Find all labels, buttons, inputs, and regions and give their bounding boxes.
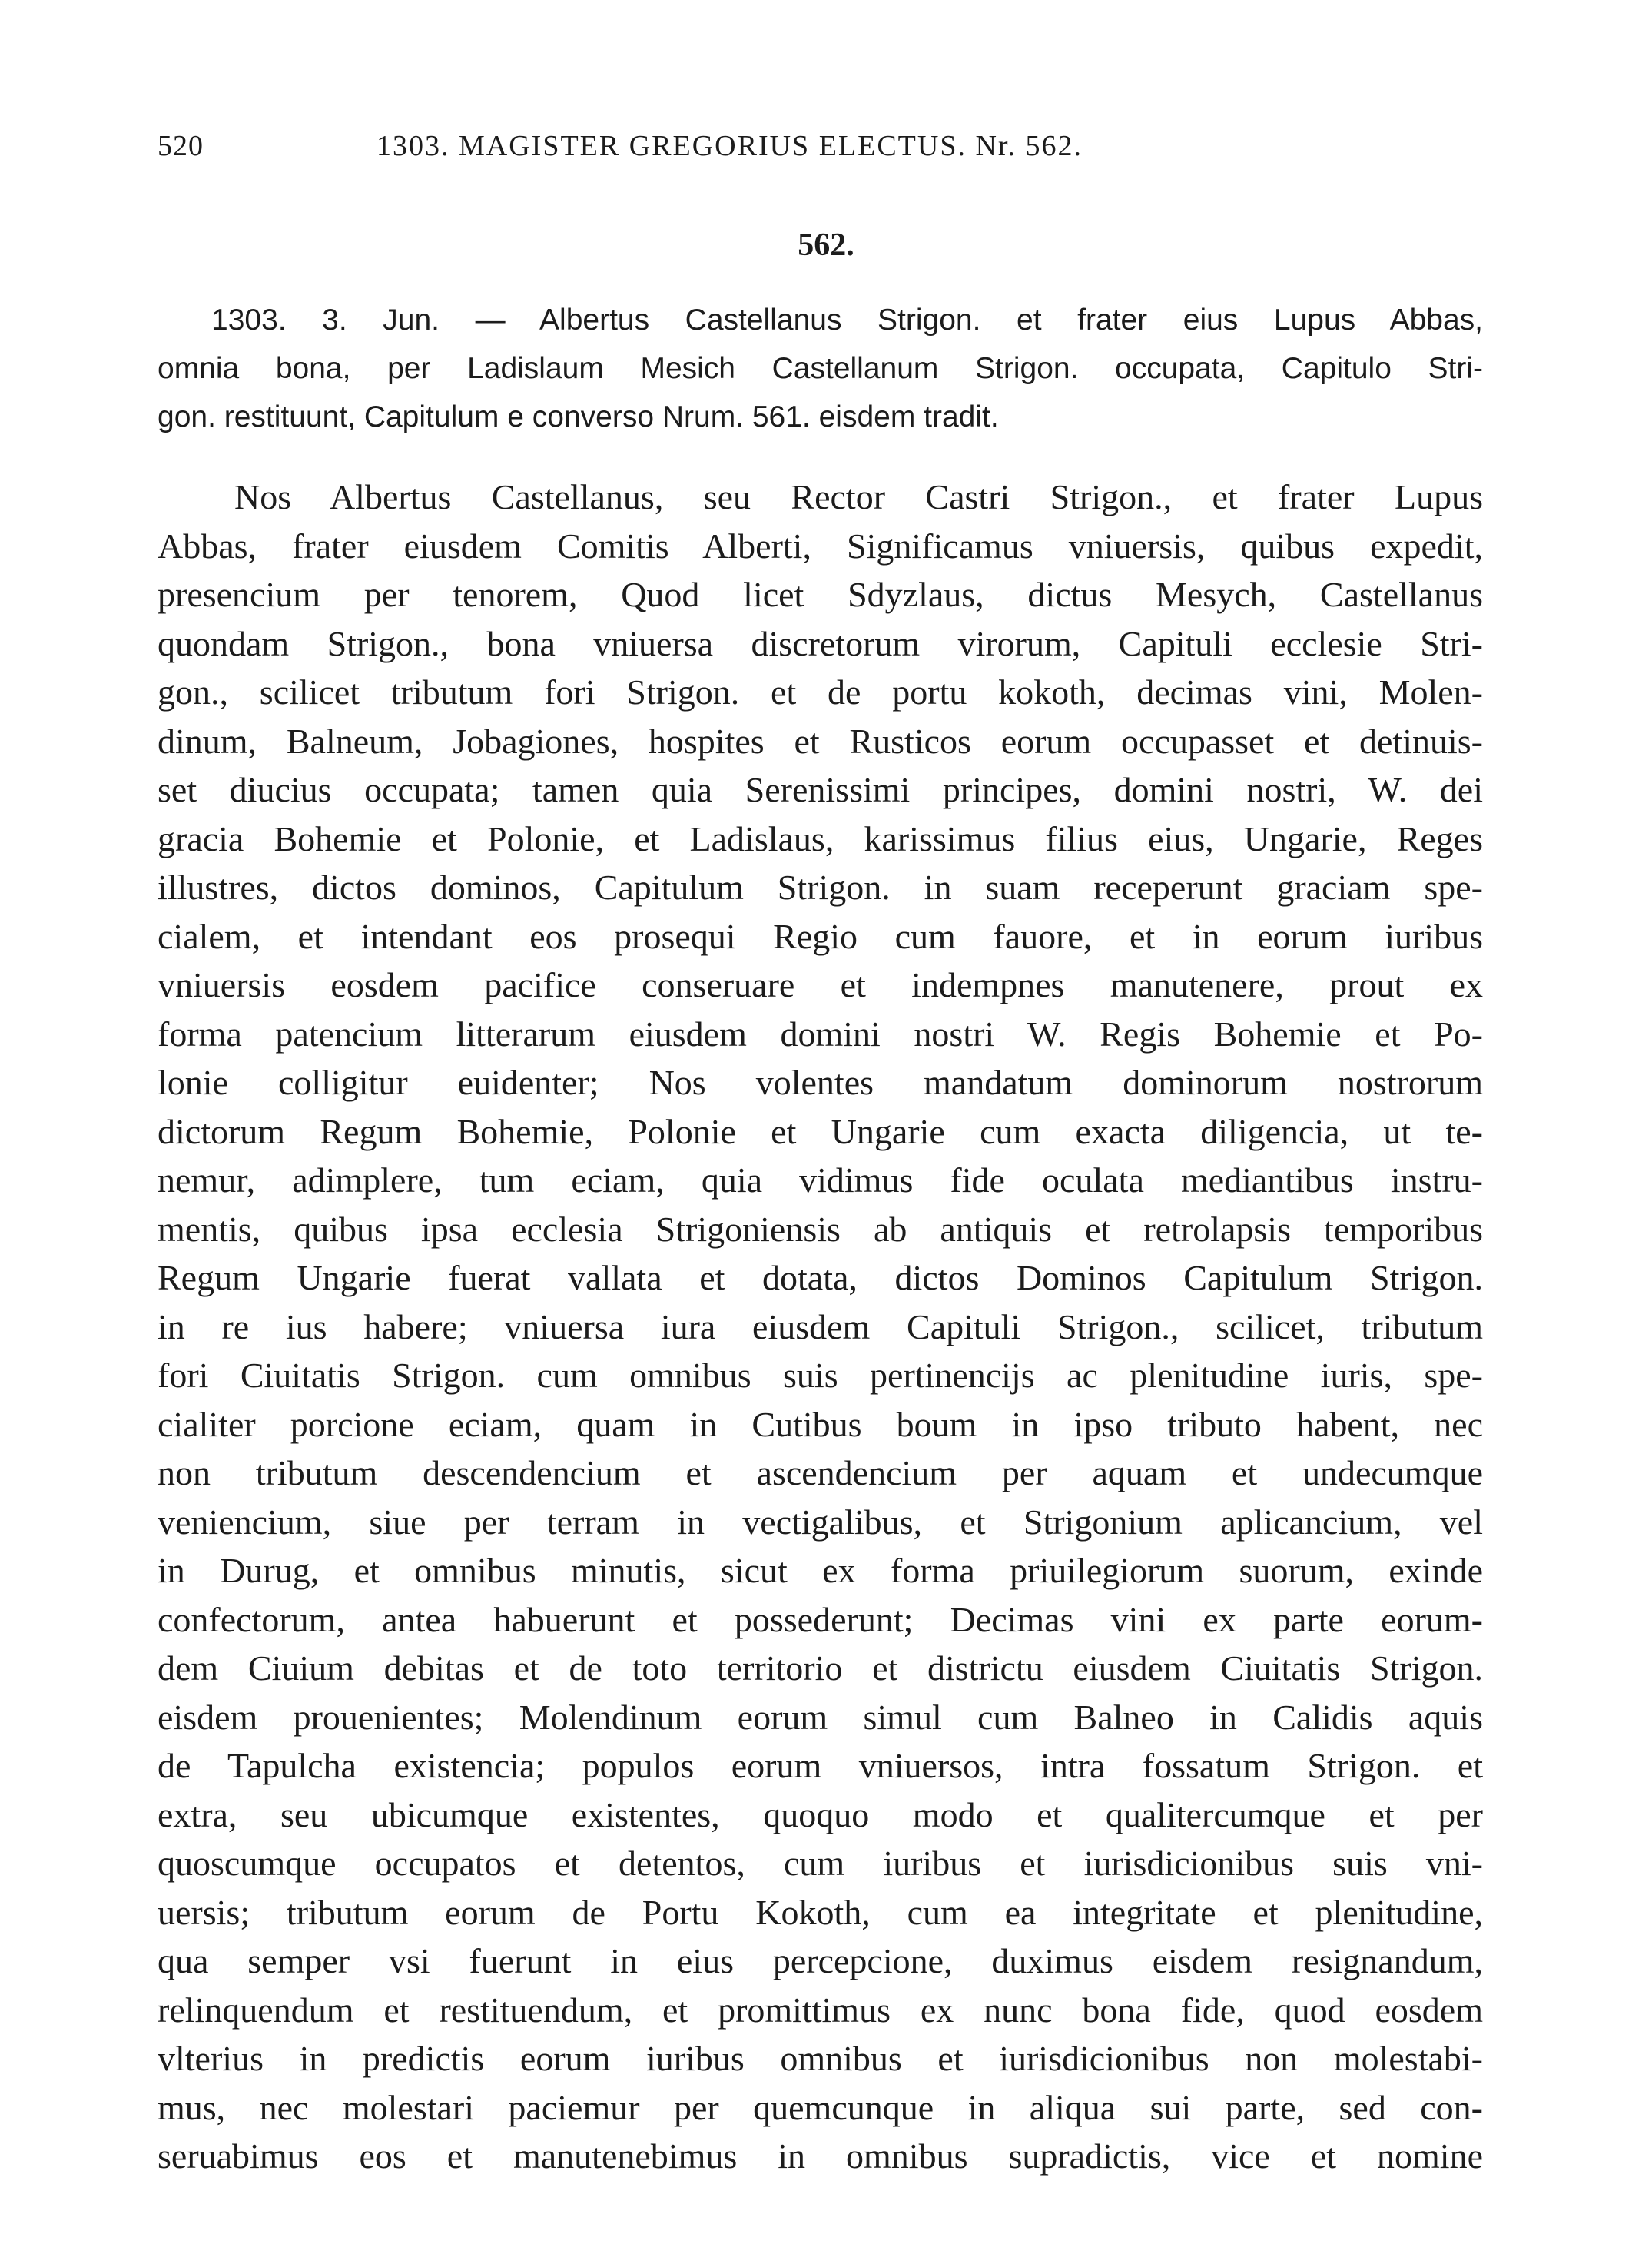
text-line: vniuersis eosdem pacifice conseruare et indempnes manutenere, prout ex: [158, 965, 1483, 1004]
regest-summary: [158, 296, 1483, 441]
text-line: dinum, Balneum, Jobagiones, hospites et Rusticos eorum occupasset et detinuis-: [158, 721, 1483, 761]
text-line: qua semper vsi fuerunt in eius percepcione, duximus eisdem resignandum,: [158, 1941, 1483, 1980]
text-line: nemur, adimplere, tum eciam, quia vidimus fide oculata mediantibus instru-: [158, 1160, 1483, 1200]
text-line: Abbas, frater eiusdem Comitis Alberti, Significamus vniuersis, quibus expedit,: [158, 526, 1483, 566]
text-line: lonie colligitur euidenter; Nos volentes mandatum dominorum nostrorum: [158, 1063, 1483, 1102]
running-title: 1303. MAGISTER GREGORIUS ELECTUS. Nr. 562.: [377, 130, 1083, 162]
text-line: quondam Strigon., bona vniuersa discretorum virorum, Capituli ecclesie Stri-: [158, 623, 1483, 663]
text-line: quoscumque occupatos et detentos, cum iuribus et iurisdicionibus suis vni-: [158, 1844, 1483, 1883]
text-line: de Tapulcha existencia; populos eorum vniuersos, intra fossatum Strigon. et: [158, 1746, 1483, 1785]
text-line: extra, seu ubicumque existentes, quoquo modo et qualitercumque et per: [158, 1794, 1483, 1834]
charter-text: [158, 473, 1483, 2181]
text-line: confectorum, antea habuerunt et possederunt; Decimas vini ex parte eorum-: [158, 1599, 1483, 1639]
text-line: uersis; tributum eorum de Portu Kokoth, cum ea integritate et plenitudine,: [158, 1892, 1483, 1932]
text-line: set diucius occupata; tamen quia Serenissimi principes, domini nostri, W. dei: [158, 770, 1483, 809]
text-line: gon., scilicet tributum fori Strigon. et de portu kokoth, decimas vini, Molen-: [158, 672, 1483, 712]
text-line: in Durug, et omnibus minutis, sicut ex forma priuilegiorum suorum, exinde: [158, 1551, 1483, 1590]
text-line: mus, nec molestari paciemur per quemcunque in aliqua sui parte, sed con-: [158, 2087, 1483, 2127]
text-line: cialiter porcione eciam, quam in Cutibus boum in ipso tributo habent, nec: [158, 1404, 1483, 1444]
text-line: dictorum Regum Bohemie, Polonie et Ungarie cum exacta diligencia, ut te-: [158, 1111, 1483, 1151]
text-line: illustres, dictos dominos, Capitulum Strigon. in suam receperunt graciam spe-: [158, 868, 1483, 907]
text-line: mentis, quibus ipsa ecclesia Strigoniensis ab antiquis et retrolapsis temporibus: [158, 1209, 1483, 1249]
text-line: Nos Albertus Castellanus, seu Rector Castri Strigon., et frater Lupus: [234, 477, 1483, 516]
text-line: cialem, et intendant eos prosequi Regio cum fauore, et in eorum iuribus: [158, 916, 1483, 956]
text-line: forma patencium litterarum eiusdem domini nostri W. Regis Bohemie et Po-: [158, 1014, 1483, 1054]
regest-line: gon. restituunt, Capitulum e converso Nrum. 561. eisdem tradit.: [158, 400, 999, 433]
text-line: vlterius in predictis eorum iuribus omnibus et iurisdicionibus non molestabi-: [158, 2039, 1483, 2078]
text-line: relinquendum et restituendum, et promittimus ex nunc bona fide, quod eosdem: [158, 1990, 1483, 2030]
text-line: gracia Bohemie et Polonie, et Ladislaus, karissimus filius eius, Ungarie, Reges: [158, 818, 1483, 858]
text-line: in re ius habere; vniuersa iura eiusdem Capituli Strigon., scilicet, tributum: [158, 1306, 1483, 1346]
text-line: veniencium, siue per terram in vectigalibus, et Strigonium aplicancium, vel: [158, 1502, 1483, 1542]
document-number: 562.: [798, 227, 854, 263]
regest-line: 1303. 3. Jun. — Albertus Castellanus Strigon. et frater eius Lupus Abbas,: [211, 304, 1483, 337]
running-header: [158, 129, 1487, 172]
text-line: presencium per tenorem, Quod licet Sdyzlaus, dictus Mesych, Castellanus: [158, 575, 1483, 614]
text-line: fori Ciuitatis Strigon. cum omnibus suis pertinencijs ac plenitudine iuris, spe-: [158, 1356, 1483, 1395]
text-line: eisdem prouenientes; Molendinum eorum simul cum Balneo in Calidis aquis: [158, 1697, 1483, 1737]
text-line: seruabimus eos et manutenebimus in omnibus supradictis, vice et nomine: [158, 2136, 1483, 2176]
text-line: dem Ciuium debitas et de toto territorio et districtu eiusdem Ciuitatis Strigon.: [158, 1648, 1483, 1688]
regest-line: omnia bona, per Ladislaum Mesich Castellanum Strigon. occupata, Capitulo Stri-: [158, 352, 1483, 385]
page-number: 520: [158, 130, 204, 162]
text-line: Regum Ungarie fuerat vallata et dotata, dictos Dominos Capitulum Strigon.: [158, 1258, 1483, 1297]
text-line: non tributum descendencium et ascendencium per aquam et undecumque: [158, 1453, 1483, 1492]
